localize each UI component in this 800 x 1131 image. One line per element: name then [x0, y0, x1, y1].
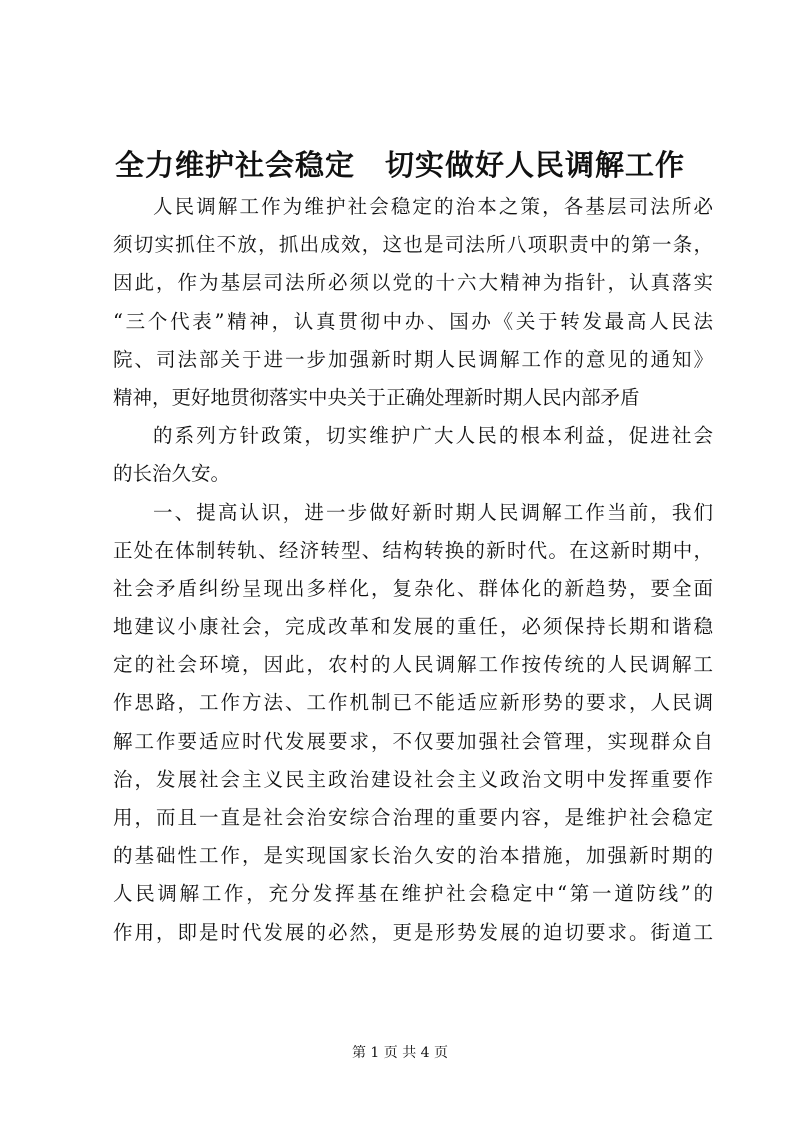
text-line: 的基础性工作，是实现国家长治久安的治本措施，加强新时期的 — [113, 844, 713, 868]
text-line: 用，而且一直是社会治安综合治理的重要内容，是维护社会稳定 — [113, 806, 713, 829]
text-line: 人民调解工作为维护社会稳定的治本之策，各基层司法所必 — [153, 195, 713, 218]
text-line: 的系列方针政策，切实维护广大人民的根本利益，促进社会 — [153, 424, 713, 448]
text-line: 治，发展社会主义民主政治建设社会主义政治文明中发挥重要作 — [113, 767, 713, 791]
text-line: 的长治久安。 — [113, 462, 231, 486]
text-line: 人民调解工作，充分发挥基在维护社会稳定中“第一道防线”的 — [113, 882, 713, 906]
text-line: “三个代表”精神，认真贯彻中办、国办《关于转发最高人民法 — [113, 309, 713, 333]
text-line: 解工作要适应时代发展要求，不仅要加强社会管理，实现群众自 — [113, 729, 713, 753]
document-title: 全力维护社会稳定 切实做好人民调解工作 — [114, 148, 685, 182]
text-line: 作用，即是时代发展的必然，更是形势发展的迫切要求。街道工 — [113, 920, 713, 944]
page-number-footer: 第 1 页 共 4 页 — [351, 1045, 449, 1061]
text-line: 正处在体制转轨、经济转型、结构转换的新时代。在这新时期中， — [113, 538, 713, 562]
text-line: 定的社会环境，因此，农村的人民调解工作按传统的人民调解工 — [113, 653, 713, 677]
text-line: 作思路，工作方法、工作机制已不能适应新形势的要求，人民调 — [113, 691, 713, 715]
text-line: 社会矛盾纠纷呈现出多样化，复杂化、群体化的新趋势，要全面 — [113, 576, 713, 600]
text-line: 院、司法部关于进一步加强新时期人民调解工作的意见的通知》 — [113, 347, 713, 371]
text-line: 须切实抓住不放，抓出成效，这也是司法所八项职责中的第一条， — [113, 233, 713, 257]
text-line: 地建议小康社会，完成改革和发展的重任，必须保持长期和谐稳 — [113, 615, 713, 639]
text-line: 因此，作为基层司法所必须以党的十六大精神为指针，认真落实 — [113, 271, 713, 295]
document-body — [113, 188, 713, 952]
text-line: 一、提高认识，进一步做好新时期人民调解工作当前，我们 — [153, 500, 713, 524]
text-line: 精神，更好地贯彻落实中央关于正确处理新时期人民内部矛盾 — [113, 385, 640, 409]
